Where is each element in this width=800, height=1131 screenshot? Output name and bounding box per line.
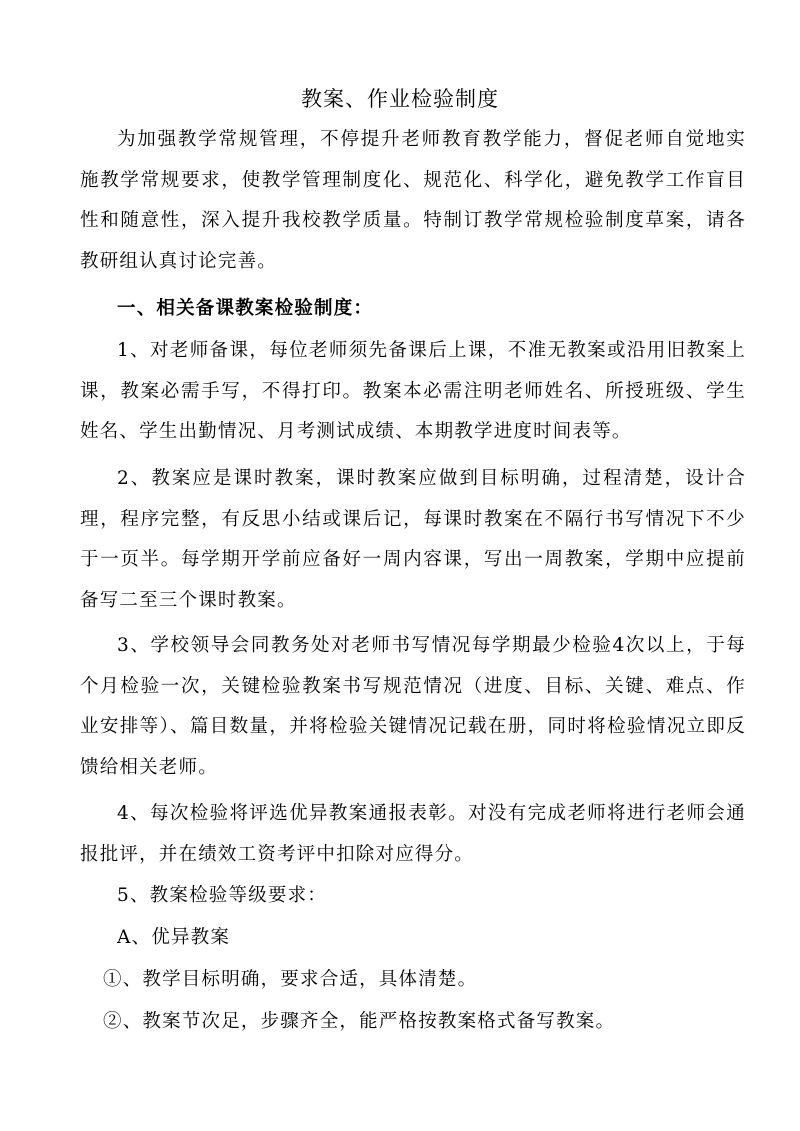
rule-item-5: 5、教案检验等级要求： <box>117 885 327 906</box>
rule-item-3: 3、学校领导会同教务处对老师书写情况每学期最少检验4次以上，于每个月检验一次，关键检验教案书写规范情况（进度、目标、关键、难点、作业安排等）、篇目数量，并将检验关键情况记载在册，同时将检验情况立即反馈给相关老师。 <box>80 635 746 778</box>
rule-item-4: 4、每次检验将评选优异教案通报表彰。对没有完成老师将进行老师会通报批评，并在绩效工资考评中扣除对应得分。 <box>80 803 746 865</box>
grade-a-heading: A、优异教案 <box>117 927 231 948</box>
rule-item-2: 2、教案应是课时教案，课时教案应做到目标明确，过程清楚，设计合理，程序完整，有反思小结或课后记，每课时教案在不隔行书写情况下不少于一页半。每学期开学前应备好一周内容课，写出一周教案，学期中应提前备写二至三个课时教案。 <box>80 468 746 611</box>
intro-paragraph: 为加强教学常规管理，不停提升老师教育教学能力，督促老师自觉地实施教学常规要求，使教学管理制度化、规范化、科学化，避免教学工作盲目性和随意性，深入提升我校教学质量。特制订教学常规检验制度草案，请各教研组认真讨论完善。 <box>80 129 746 272</box>
section-heading-lesson-plan-inspection: 一、相关备课教案检验制度： <box>117 298 374 319</box>
grade-a-criterion-2: ②、教案节次足，步骤齐全，能严格按教案格式备写教案。 <box>103 1011 616 1032</box>
grade-a-criterion-1: ①、教学目标明确，要求合适，具体清楚。 <box>103 969 478 990</box>
rule-item-1: 1、对老师备课，每位老师须先备课后上课，不准无教案或沿用旧教案上课，教案必需手写，不得打印。教案本必需注明老师姓名、所授班级、学生姓名、学生出勤情况、月考测试成绩、本期教学进度时间表等。 <box>80 340 746 442</box>
document-title: 教案、作业检验制度 <box>301 87 499 111</box>
